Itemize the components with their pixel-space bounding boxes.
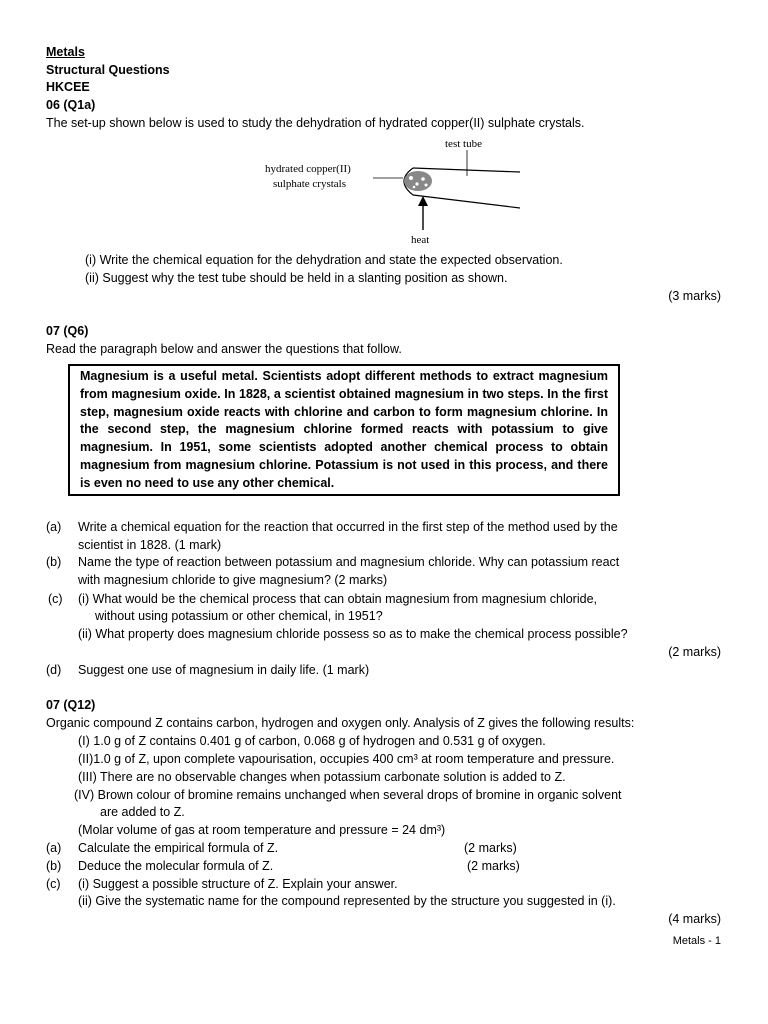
- q2-c-i-line2: without using potassium or other chemical, in 1951?: [95, 609, 383, 623]
- q2-b-line1: Name the type of reaction between potassium and magnesium chloride. Why can potassium react: [78, 555, 620, 569]
- question-2-intro: Read the paragraph below and answer the questions that follow.: [46, 342, 402, 356]
- q3-a-text: Calculate the empirical formula of Z.: [78, 841, 279, 855]
- q3-molar-volume: (Molar volume of gas at room temperature and pressure = 24 dm³): [78, 823, 446, 837]
- exam-name: HKCEE: [46, 80, 90, 94]
- q3-c-i: (i) Suggest a possible structure of Z. Explain your answer.: [78, 877, 398, 891]
- question-1-part-i: (i) Write the chemical equation for the dehydration and state the expected observation.: [85, 253, 563, 267]
- question-1-id: 06 (Q1a): [46, 98, 96, 112]
- question-1-part-ii: (ii) Suggest why the test tube should be held in a slanting position as shown.: [85, 271, 508, 285]
- question-1-marks: (3 marks): [668, 289, 721, 303]
- q3-result-2: (II)1.0 g of Z, upon complete vapourisation, occupies 400 cm³ at room temperature and pressure.: [78, 752, 615, 766]
- topic-title: Metals: [46, 45, 85, 59]
- q3-a-marks: (2 marks): [464, 841, 517, 855]
- q2-c-label: (c): [48, 592, 63, 606]
- q3-b-text: Deduce the molecular formula of Z.: [78, 859, 274, 873]
- q3-result-1: (I) 1.0 g of Z contains 0.401 g of carbon, 0.068 g of hydrogen and 0.531 g of oxygen.: [78, 734, 546, 748]
- q2-d-label: (d): [46, 663, 62, 677]
- magnesium-paragraph-box: [68, 364, 620, 496]
- crystals-label-line1: hydrated copper(II): [265, 163, 351, 175]
- subtitle: Structural Questions: [46, 63, 170, 77]
- q2-c-i-line1: (i) What would be the chemical process that can obtain magnesium from magnesium chloride,: [78, 592, 597, 606]
- test-tube-figure: [245, 138, 520, 250]
- q2-a-label: (a): [46, 520, 62, 534]
- q2-a-line1: Write a chemical equation for the reaction that occurred in the first step of the method used by the: [78, 520, 618, 534]
- magnesium-paragraph: Magnesium is a useful metal. Scientists adopt different methods to extract magnesium from magnesium oxide. In 1828, a scientist obtained magnesium in two steps. In the first step, magnesium oxide reacts with chlorine and carbon to form magnesium chlorine. In the second step, the magnesium chlorine formed reacts with potassium to give magnesium. In 1951, some scientists adopted another chemical process to obtain magnesium from magnesium chlorine. Potassium is not used in this process, and there is even no need to use any other chemical.: [80, 369, 608, 490]
- q3-b-label: (b): [46, 859, 62, 873]
- crystals-label-line2: sulphate crystals: [273, 178, 347, 190]
- q2-b-label: (b): [46, 555, 62, 569]
- crystals-shape: [404, 171, 432, 191]
- q2-a-line2: scientist in 1828. (1 mark): [78, 538, 222, 552]
- page-footer: Metals - 1: [672, 935, 721, 947]
- question-3-id: 07 (Q12): [46, 698, 96, 712]
- q2-c-marks: (2 marks): [668, 645, 721, 659]
- heat-label: heat: [411, 234, 430, 246]
- q3-result-4-line1: (IV) Brown colour of bromine remains unchanged when several drops of bromine in organic solvent: [74, 788, 622, 802]
- q3-result-3: (III) There are no observable changes when potassium carbonate solution is added to Z.: [78, 770, 566, 784]
- q3-c-label: (c): [46, 877, 61, 891]
- q3-result-4-line2: are added to Z.: [100, 805, 185, 819]
- q2-b-line2: with magnesium chloride to give magnesium? (2 marks): [78, 573, 388, 587]
- q3-a-label: (a): [46, 841, 62, 855]
- q3-c-ii: (ii) Give the systematic name for the compound represented by the structure you suggested in (i).: [78, 894, 616, 908]
- heat-arrow-head: [418, 196, 428, 206]
- question-3-intro: Organic compound Z contains carbon, hydrogen and oxygen only. Analysis of Z gives the following results:: [46, 716, 635, 730]
- tube-top-edge: [413, 168, 520, 172]
- q2-d-text: Suggest one use of magnesium in daily life. (1 mark): [78, 663, 370, 677]
- tube-bottom-edge: [413, 195, 520, 208]
- question-2-id: 07 (Q6): [46, 324, 89, 338]
- q3-b-marks: (2 marks): [467, 859, 520, 873]
- test-tube-diagram: [245, 138, 520, 250]
- question-1-intro: The set-up shown below is used to study the dehydration of hydrated copper(II) sulphate crystals.: [46, 116, 585, 130]
- q3-c-marks: (4 marks): [668, 912, 721, 926]
- q2-c-ii: (ii) What property does magnesium chloride possess so as to make the chemical process possible?: [78, 627, 628, 641]
- tube-label: test tube: [445, 138, 482, 150]
